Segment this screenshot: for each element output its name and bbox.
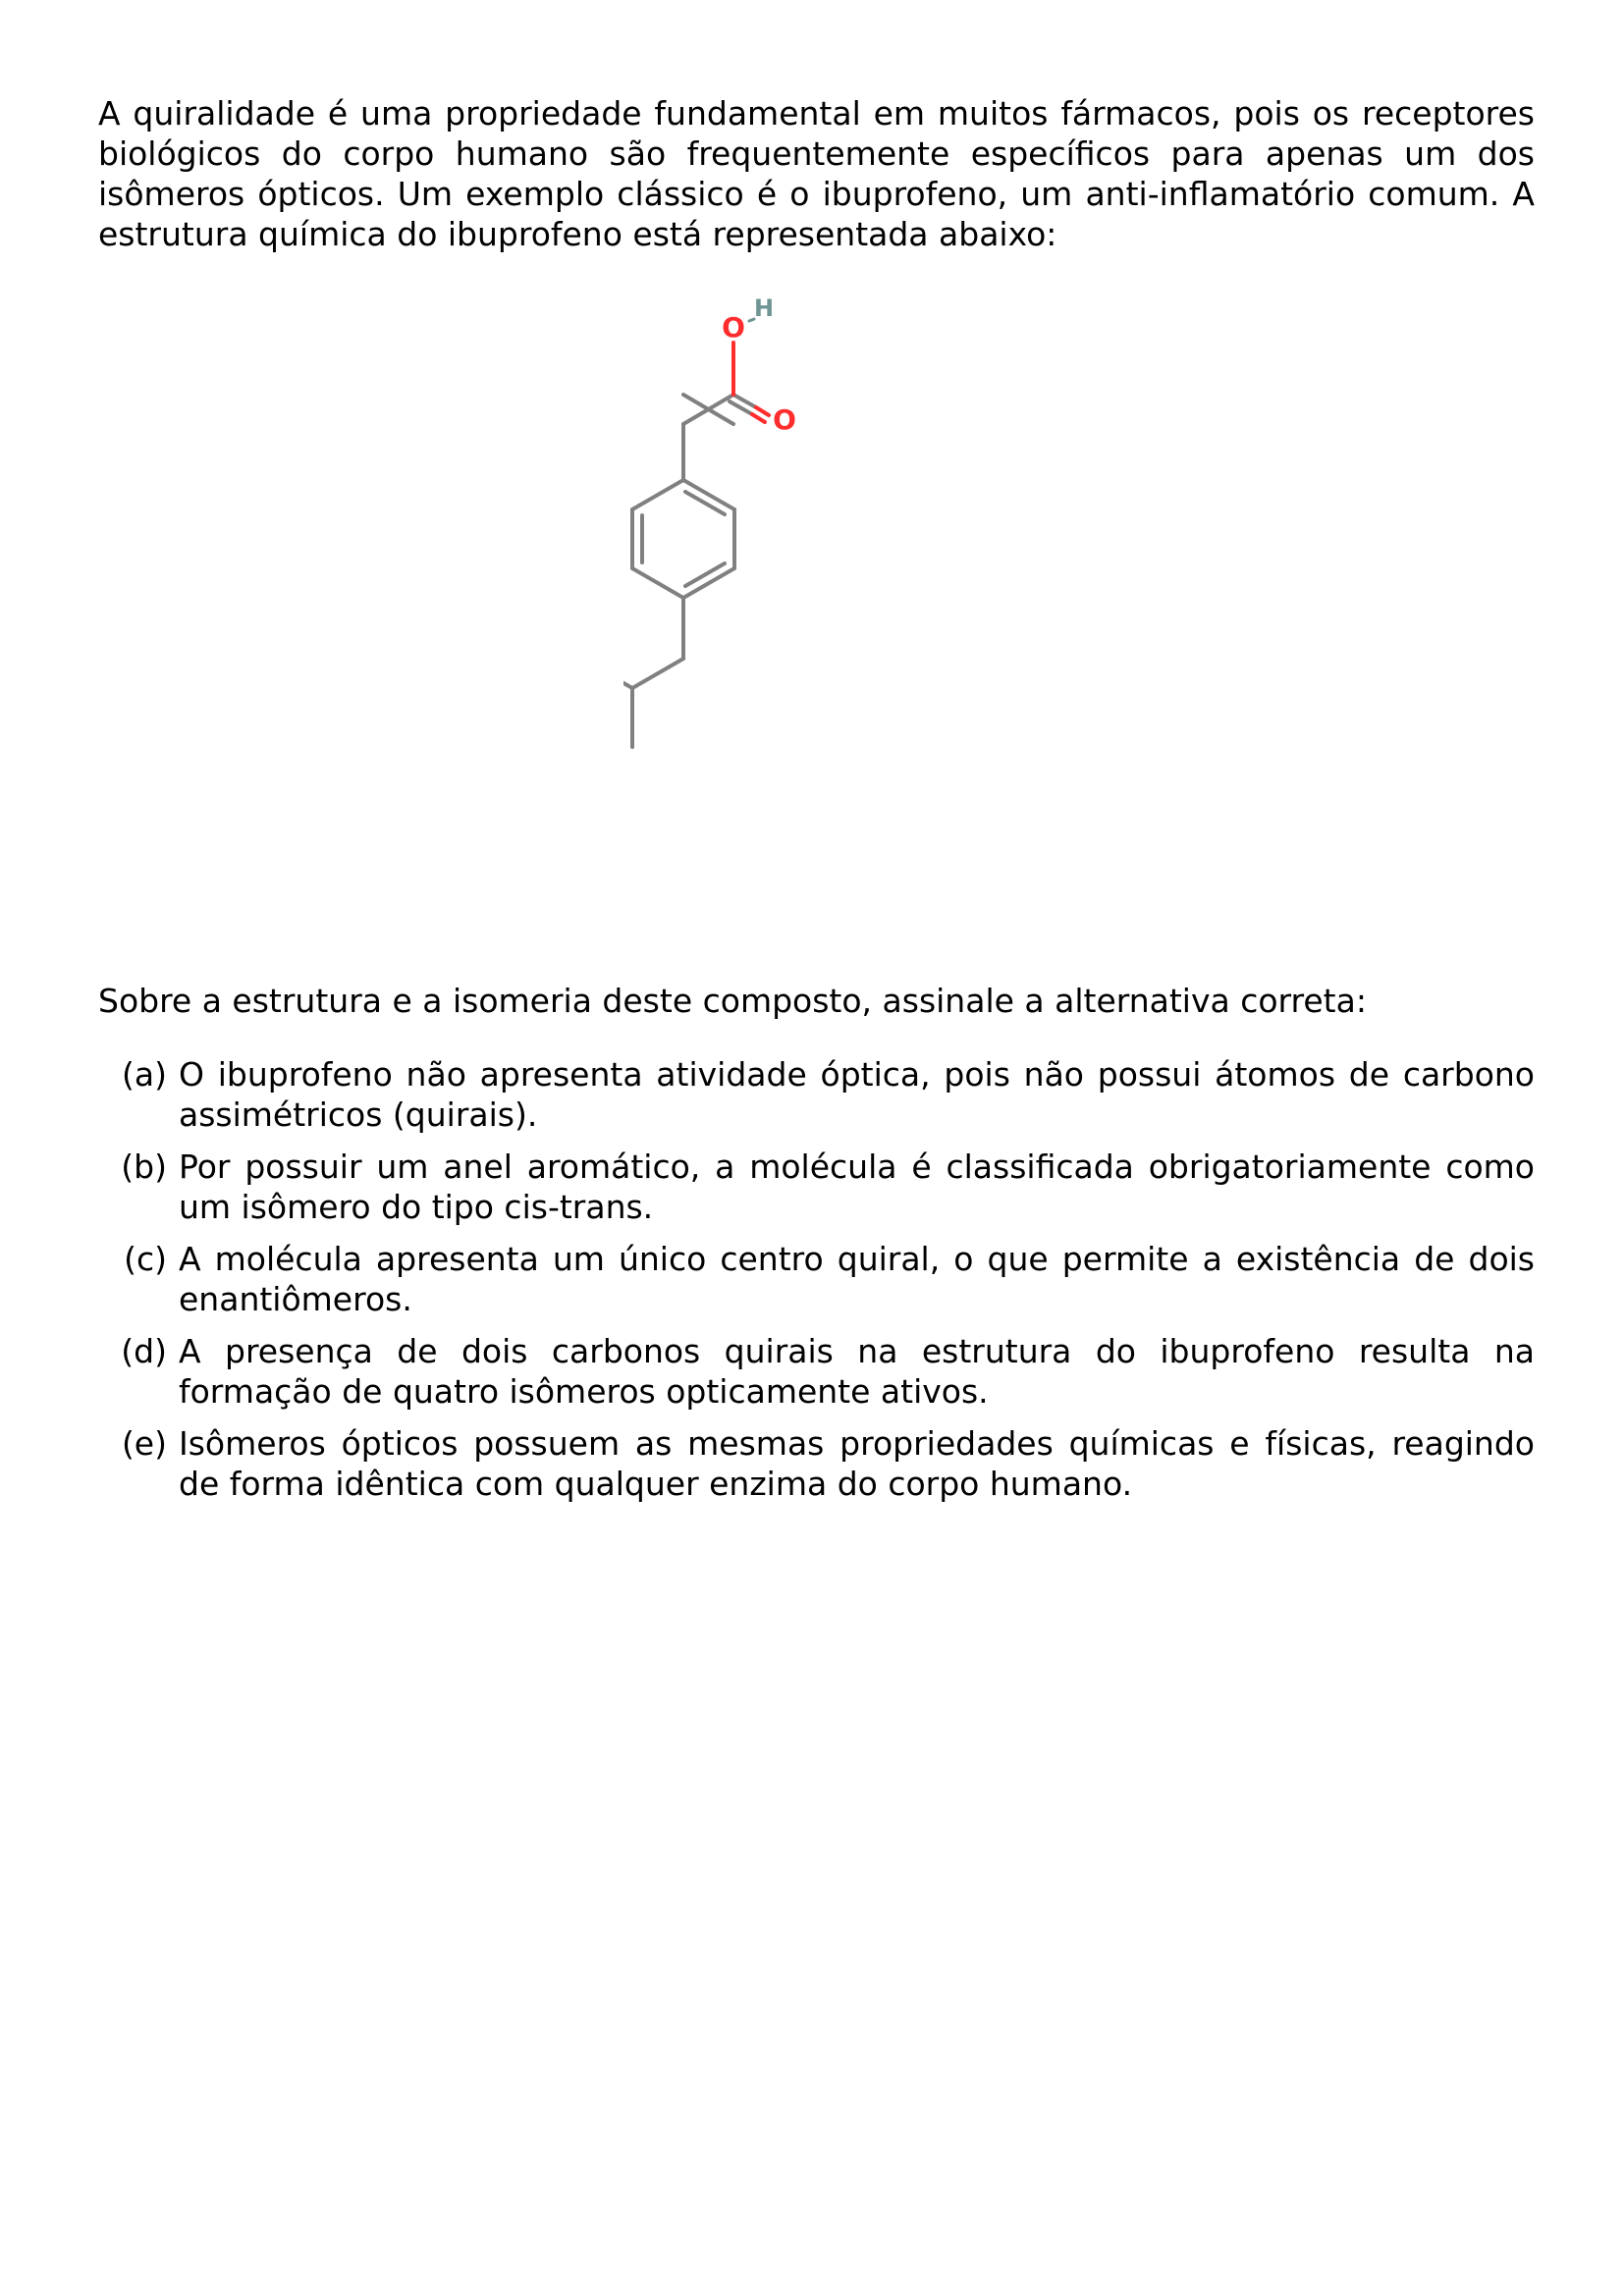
bond-ch-methyl-a (623, 659, 632, 688)
option-c[interactable] (98, 1239, 1535, 1319)
bond-carbonyl-red-b (752, 414, 765, 422)
option-b[interactable] (98, 1147, 1535, 1227)
option-e[interactable] (98, 1423, 1535, 1504)
ibuprofen-structure-figure (98, 284, 1535, 976)
atom-o-hydroxyl: O (722, 311, 745, 344)
bond-carbonyl-red-a (756, 407, 769, 415)
option-letter: (e) (121, 1424, 167, 1463)
intro-paragraph: A quiralidade é uma propriedade fundamental em muitos fármacos, pois os receptores biológicos do corpo humano são frequentemente específicos para apenas um dos isômeros ópticos. Um exemplo clássico é o ibuprofeno, um anti-inflamatório comum. A estrutura química do ibuprofeno está representada abaixo: (98, 94, 1535, 253)
ring-bond-4 (632, 568, 683, 598)
option-text: A presença de dois carbonos quirais na estrutura do ibuprofeno resulta na formação de quatro isômeros opticamente ativos. (179, 1332, 1535, 1411)
atom-o-carbonyl: O (773, 403, 796, 436)
option-d[interactable] (98, 1331, 1535, 1412)
option-text: Por possuir um anel aromático, a molécula é classificada obrigatoriamente como um isômero do tipo cis-trans. (179, 1148, 1535, 1226)
option-text: Isômeros ópticos possuem as mesmas propriedades químicas e físicas, reagindo de forma idêntica com qualquer enzima do corpo humano. (179, 1424, 1535, 1503)
document-page (98, 93, 1535, 1516)
option-letter: (a) (122, 1055, 167, 1094)
atom-h-hydroxyl: H (753, 294, 775, 322)
option-text: A molécula apresenta um único centro quiral, o que permite a existência de dois enantiômeros. (179, 1240, 1535, 1318)
option-letter: (c) (124, 1240, 167, 1278)
option-text: O ibuprofeno não apresenta atividade óptica, pois não possui átomos de carbono assimétricos (quirais). (179, 1055, 1535, 1134)
bond-ch2-ch (632, 659, 683, 688)
ibuprofen-structure-diagram (623, 284, 898, 976)
option-letter: (b) (121, 1148, 167, 1186)
ring-inner-bond-2 (685, 563, 725, 586)
ring-bond-6 (632, 480, 683, 509)
answer-options (98, 1054, 1535, 1504)
question-prompt: Sobre a estrutura e a isomeria deste composto, assinale a alternativa correta: (98, 982, 1367, 1020)
ring-inner-bond-1 (685, 492, 725, 514)
option-letter: (d) (121, 1332, 167, 1370)
option-a[interactable] (98, 1054, 1535, 1135)
